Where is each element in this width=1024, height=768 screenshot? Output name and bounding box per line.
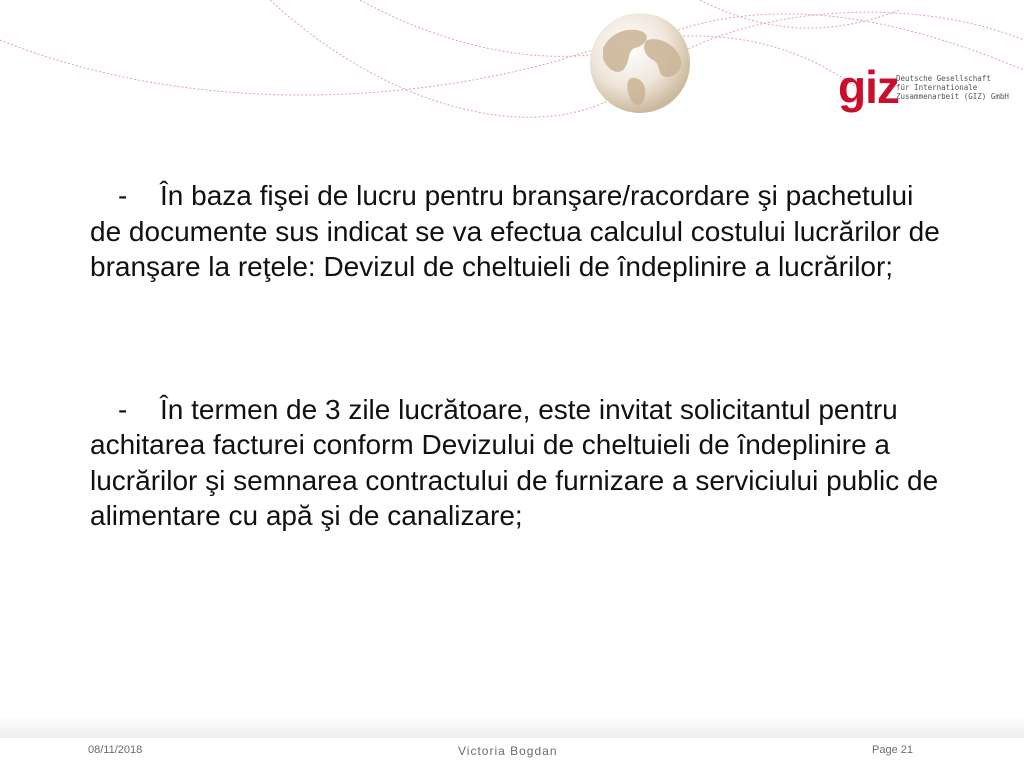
- footer-band: [0, 716, 1024, 738]
- logo-line: Deutsche Gesellschaft: [896, 74, 991, 83]
- slide-body: [90, 178, 940, 534]
- bullet-dash: -: [118, 180, 128, 211]
- logo-organization-name: [896, 74, 1009, 101]
- globe-icon: [585, 10, 695, 116]
- bullet-dash: -: [118, 393, 128, 425]
- footer-author: Victoria Bogdan: [458, 744, 558, 758]
- logo-line: für Internationale: [896, 83, 978, 92]
- footer: [0, 742, 1024, 762]
- logo-mark: giz: [838, 61, 899, 113]
- bullet-paragraph: [90, 178, 940, 285]
- giz-logo: [838, 61, 1009, 114]
- logo-line: Zusammenarbeit (GIZ) GmbH: [896, 92, 1009, 101]
- paragraph-text: În termen de 3 zile lucrătoare, este invitat solicitantul pentru achitarea facturei conform Devizului de cheltuieli de îndeplinire a lucrărilor şi semnarea contractului de furnizare a serviciului public de alimentare cu apă şi de canalizare;: [90, 393, 939, 531]
- footer-page-number: Page 21: [872, 744, 913, 756]
- paragraph-text: În baza fişei de lucru pentru branşare/racordare şi pachetului de documente sus indicat se va efectua calculul costului lucrărilor de branşare la reţele: Devizul de cheltuieli de îndeplinire a lucrărilor;: [90, 180, 940, 282]
- bullet-paragraph: [90, 392, 940, 534]
- footer-date: 08/11/2018: [88, 744, 143, 756]
